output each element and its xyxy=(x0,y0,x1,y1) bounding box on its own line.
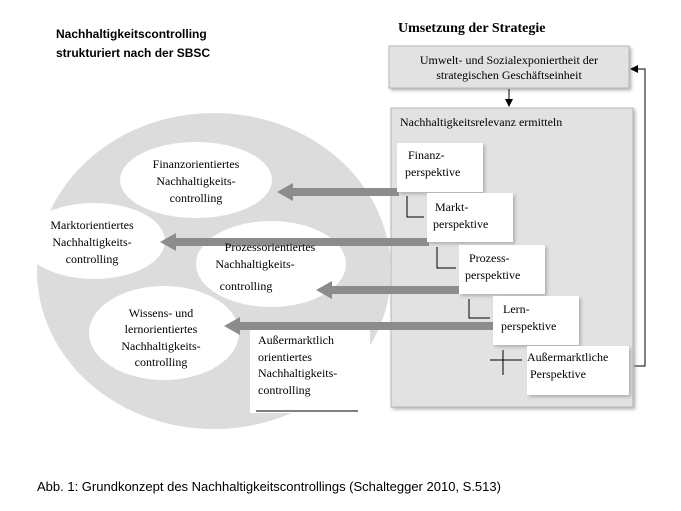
heading-line-2: strukturiert nach der SBSC xyxy=(56,46,211,60)
learning-controlling-line-1: Wissens- und xyxy=(128,306,194,320)
perspective-market-line-1: Markt- xyxy=(435,200,469,214)
figure-caption: Abb. 1: Grundkonzept des Nachhaltigkeitscontrollings (Schaltegger 2010, S.513) xyxy=(37,479,501,494)
perspective-finance-line-2: perspektive xyxy=(405,165,461,179)
perspective-learning-line-2: perspektive xyxy=(501,319,557,333)
strategy-title: Umsetzung der Strategie xyxy=(398,21,546,36)
process-controlling-line-1: Prozessorientiertes xyxy=(224,240,316,254)
exposure-line-2: strategischen Geschäftseinheit xyxy=(436,68,582,82)
relevance-label: Nachhaltigkeitsrelevanz ermitteln xyxy=(400,115,563,129)
market-controlling-line-3: controlling xyxy=(65,252,119,266)
perspective-finance-line-1: Finanz- xyxy=(408,148,445,162)
perspective-market-line-2: perspektive xyxy=(433,217,489,231)
learning-controlling-line-2: lernorientiertes xyxy=(124,322,198,336)
finance-controlling-line-2: Nachhaltigkeits- xyxy=(156,174,236,188)
process-controlling-line-2: Nachhaltigkeits- xyxy=(215,257,295,271)
learning-controlling-line-4: controlling xyxy=(134,355,188,369)
heading-line-1: Nachhaltigkeitscontrolling xyxy=(56,27,207,41)
nonmarket-controlling-line-1: Außermarktlich xyxy=(258,333,334,347)
finance-controlling-line-1: Finanzorientiertes xyxy=(152,157,240,171)
market-controlling-line-1: Marktorientiertes xyxy=(50,218,134,232)
nonmarket-controlling-line-2: orientiertes xyxy=(258,350,312,364)
perspective-process-line-1: Prozess- xyxy=(469,251,510,265)
learning-controlling-line-3: Nachhaltigkeits- xyxy=(121,339,201,353)
process-controlling-line-3: controlling xyxy=(219,279,273,293)
nonmarket-controlling-line-4: controlling xyxy=(258,383,311,397)
nonmarket-controlling-line-3: Nachhaltigkeits- xyxy=(258,366,338,380)
market-controlling-line-2: Nachhaltigkeits- xyxy=(52,235,132,249)
exposure-line-1: Umwelt- und Sozialexponiertheit der xyxy=(419,53,599,67)
perspective-learning-line-1: Lern- xyxy=(503,302,530,316)
perspective-process-line-2: perspektive xyxy=(465,268,521,282)
finance-controlling-line-3: controlling xyxy=(169,191,223,205)
perspective-nonmarket-line-2: Perspektive xyxy=(530,367,586,381)
perspective-nonmarket-line-1: Außermarktliche xyxy=(527,350,609,364)
